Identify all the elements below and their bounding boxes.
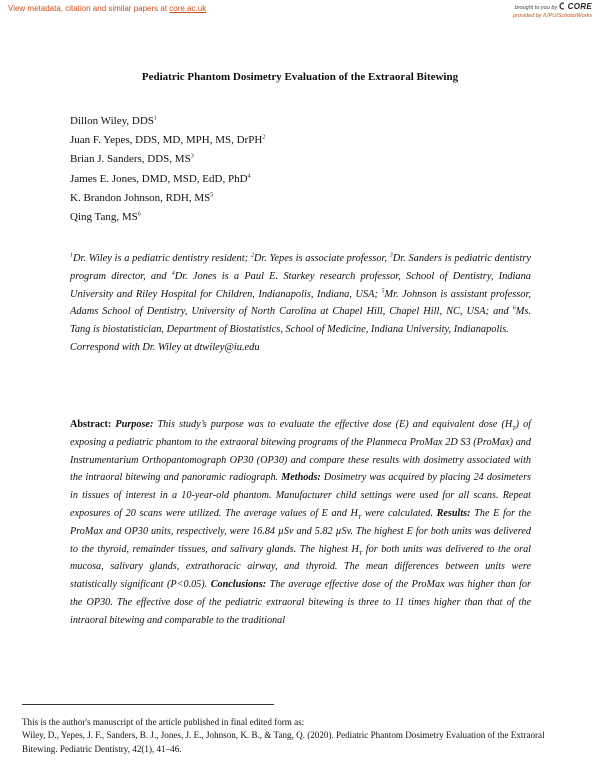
author-name: Brian J. Sanders, DDS, MS	[70, 153, 191, 166]
author-item	[70, 191, 265, 210]
results-text: The E for the ProMax and OP30 units, respectively, were 16.84 µSv and 5.82 µSv. The highest E for both units was delivered to the thyroid, remainder tissues, and salivary glands. The highest H	[70, 507, 532, 555]
methods-label: Methods:	[281, 472, 321, 484]
author-name: James E. Jones, DMD, MSD, EdD, PhD	[70, 172, 248, 185]
conclusions-label: Conclusions:	[210, 579, 267, 591]
footnote	[22, 716, 582, 756]
brought-to-you-text	[513, 2, 592, 11]
core-domain-link[interactable]: core.ac.uk	[169, 4, 207, 13]
core-logo-icon	[559, 2, 568, 10]
purpose-sub: T	[512, 426, 516, 433]
affil-sup: 2	[250, 252, 254, 259]
paper-title: Pediatric Phantom Dosimetry Evaluation of the Extraoral Bitewing	[141, 71, 459, 83]
affil-text: Mr. Johnson is assistant professor, Adams School of Dentistry, University of North Carolina at Chapel Hill, Chapel Hill, NC, USA; and	[70, 288, 531, 318]
results-sub: T	[358, 550, 363, 557]
purpose-label: Purpose:	[115, 419, 154, 430]
author-affil-sup: 2	[262, 134, 266, 141]
core-logo-text: CORE	[567, 2, 592, 11]
affil-sup: 6	[512, 305, 516, 312]
results-label: Results:	[436, 507, 471, 519]
methods-sub: T	[357, 515, 362, 522]
author-item	[70, 133, 265, 152]
view-metadata-text: View metadata, citation and similar papers at	[8, 4, 170, 13]
correspondence: Correspond with Dr. Wiley at dtwiley@iu.edu	[70, 341, 260, 353]
affil-sup: 3	[389, 252, 393, 259]
author-name: Dillon Wiley, DDS	[70, 115, 154, 127]
author-item	[70, 172, 265, 191]
results-text-2: for both units was delivered to the oral mucosa, salivary glands, extrathoracic airway, and thyroid. The mean differences between units were statistically significant (P<0.05).	[70, 543, 531, 591]
author-name: K. Brandon Johnson, RDH, MS	[70, 191, 211, 204]
author-item	[70, 152, 265, 171]
affil-text: Dr. Yepes is associate professor,	[253, 253, 390, 264]
author-name: Qing Tang, MS	[70, 210, 138, 223]
provided-by-text: provided by IUPUIScholarWorks	[513, 13, 592, 19]
footnote-citation: Wiley, D., Yepes, J. F., Sanders, B. J., Jones, J. E., Johnson, K. B., & Tang, Q. (2020). Pediatric Phantom Dosimetry Evaluation of the Extraoral Bitewing. Pediatric Dentistry, 42(1), 41–46.	[22, 730, 545, 754]
affiliations	[70, 250, 531, 357]
author-item	[70, 210, 265, 229]
author-affil-sup: 3	[190, 153, 194, 160]
affiliation-paragraph	[70, 250, 531, 339]
purpose-text-2: ) of exposing a pediatric phantom to the extraoral bitewing programs of the Planmeca ProMax 2D S3 (ProMax) and Instrumentarium Orthopantomograph OP30 (OP30) and compare these results with dosimetry associated with the intraoral bitewing and panoramic radiograph.	[70, 419, 532, 484]
core-badge[interactable]	[513, 2, 592, 19]
footnote-line-1: This is the author's manuscript of the article published in final edited form as:	[22, 717, 305, 727]
conclusions-text: The average effective dose of the ProMax was higher than for the OP30. The effective dose of the pediatric extraoral bitewing is three to 11 times higher than that of the intraoral bitewing and comparable to the traditional	[70, 579, 531, 626]
affil-sup: 5	[381, 288, 385, 295]
affil-text: Dr. Sanders is pediatric dentistry program director, and	[70, 253, 532, 282]
author-affil-sup: 5	[210, 192, 214, 199]
affil-sup: 1	[70, 252, 73, 259]
footnote-divider	[22, 704, 274, 705]
core-banner	[0, 0, 600, 22]
abstract-label: Abstract:	[70, 419, 112, 430]
core-logo	[559, 2, 592, 11]
methods-text-2: were calculated.	[361, 507, 437, 519]
author-affil-sup: 4	[247, 172, 251, 179]
purpose-text: This study’s purpose was to evaluate the effective dose (E) and equivalent dose (H	[153, 419, 513, 430]
affil-text: Ms. Tang is biostatistician, Department of Biostatistics, School of Medicine, Indiana University, Indianapolis.	[70, 306, 531, 336]
methods-text: Dosimetry was acquired by placing 24 dosimeters in tissues of interest in a 10-year-old phantom. Manufacturer child settings were used for all scans. Repeat exposures of 20 scans were utilized. The average values of E and H	[70, 472, 531, 519]
author-item	[70, 114, 265, 133]
author-name: Juan F. Yepes, DDS, MD, MPH, MS, DrPH	[70, 134, 263, 147]
affil-text: Dr. Wiley is a pediatric dentistry resident;	[73, 253, 251, 264]
abstract	[70, 416, 531, 630]
affil-sup: 4	[171, 270, 175, 277]
view-metadata-link[interactable]	[8, 4, 206, 13]
author-affil-sup: 6	[137, 211, 141, 218]
author-list	[70, 114, 265, 229]
brought-to-you-label: brought to you by	[514, 5, 558, 11]
affil-text: Dr. Jones is a Paul E. Starkey research professor, School of Dentistry, Indiana University and Riley Hospital for Children, Indianapolis, Indiana, USA;	[70, 270, 531, 300]
author-affil-sup: 1	[153, 115, 157, 122]
